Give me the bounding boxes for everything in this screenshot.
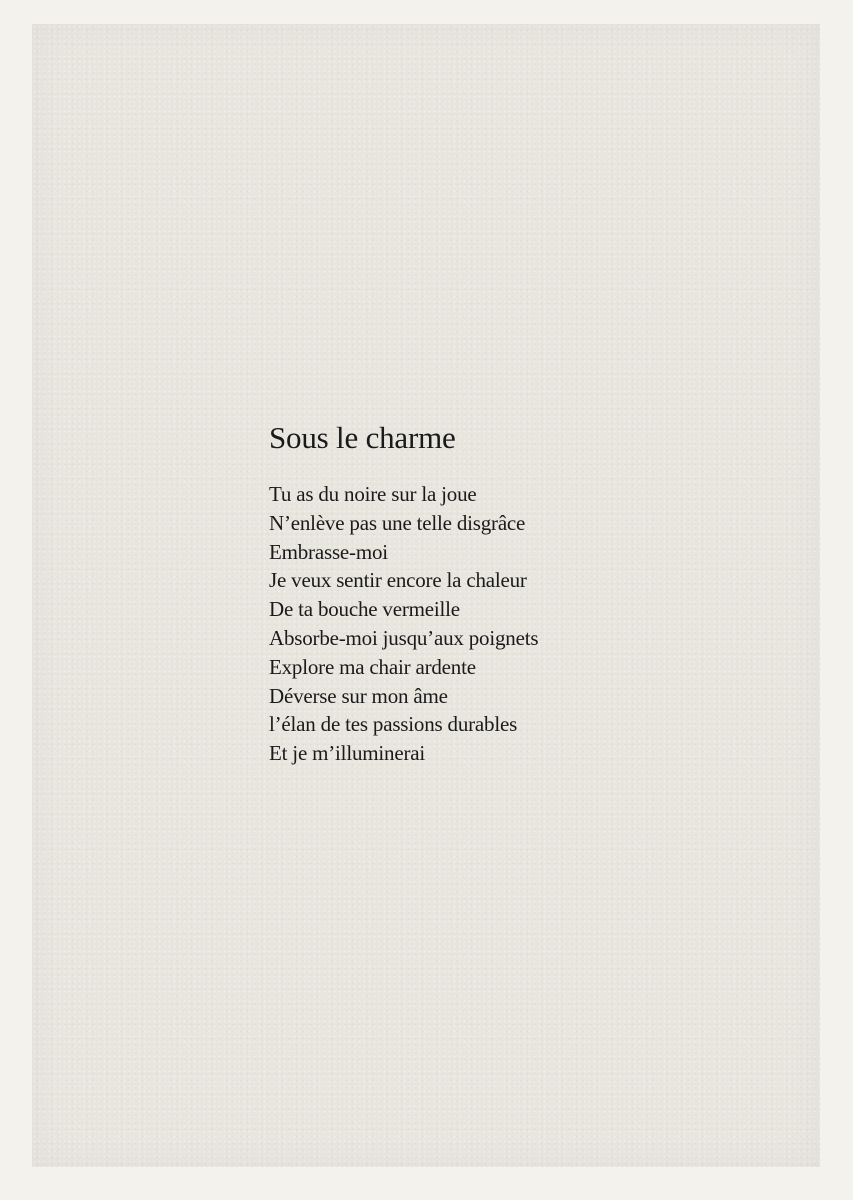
poem-line: Embrasse-moi xyxy=(269,539,388,564)
poem-line: De ta bouche vermeille xyxy=(269,597,460,622)
poem-line: Déverse sur mon âme xyxy=(269,683,448,708)
poem-line: N’enlève pas une telle disgrâce xyxy=(269,510,526,535)
poem-title: Sous le charme xyxy=(269,420,456,455)
poem-line: Absorbe-moi jusqu’aux poignets xyxy=(269,625,539,650)
poem-line: Et je m’illuminerai xyxy=(269,741,425,766)
poem xyxy=(269,418,538,768)
poem-line: Explore ma chair ardente xyxy=(269,654,476,679)
poem-line: Tu as du noire sur la joue xyxy=(269,482,477,506)
poem-line: l’élan de tes passions durables xyxy=(269,712,518,737)
poem-stanza xyxy=(269,480,538,768)
poem-line: Je veux sentir encore la chaleur xyxy=(269,568,527,593)
